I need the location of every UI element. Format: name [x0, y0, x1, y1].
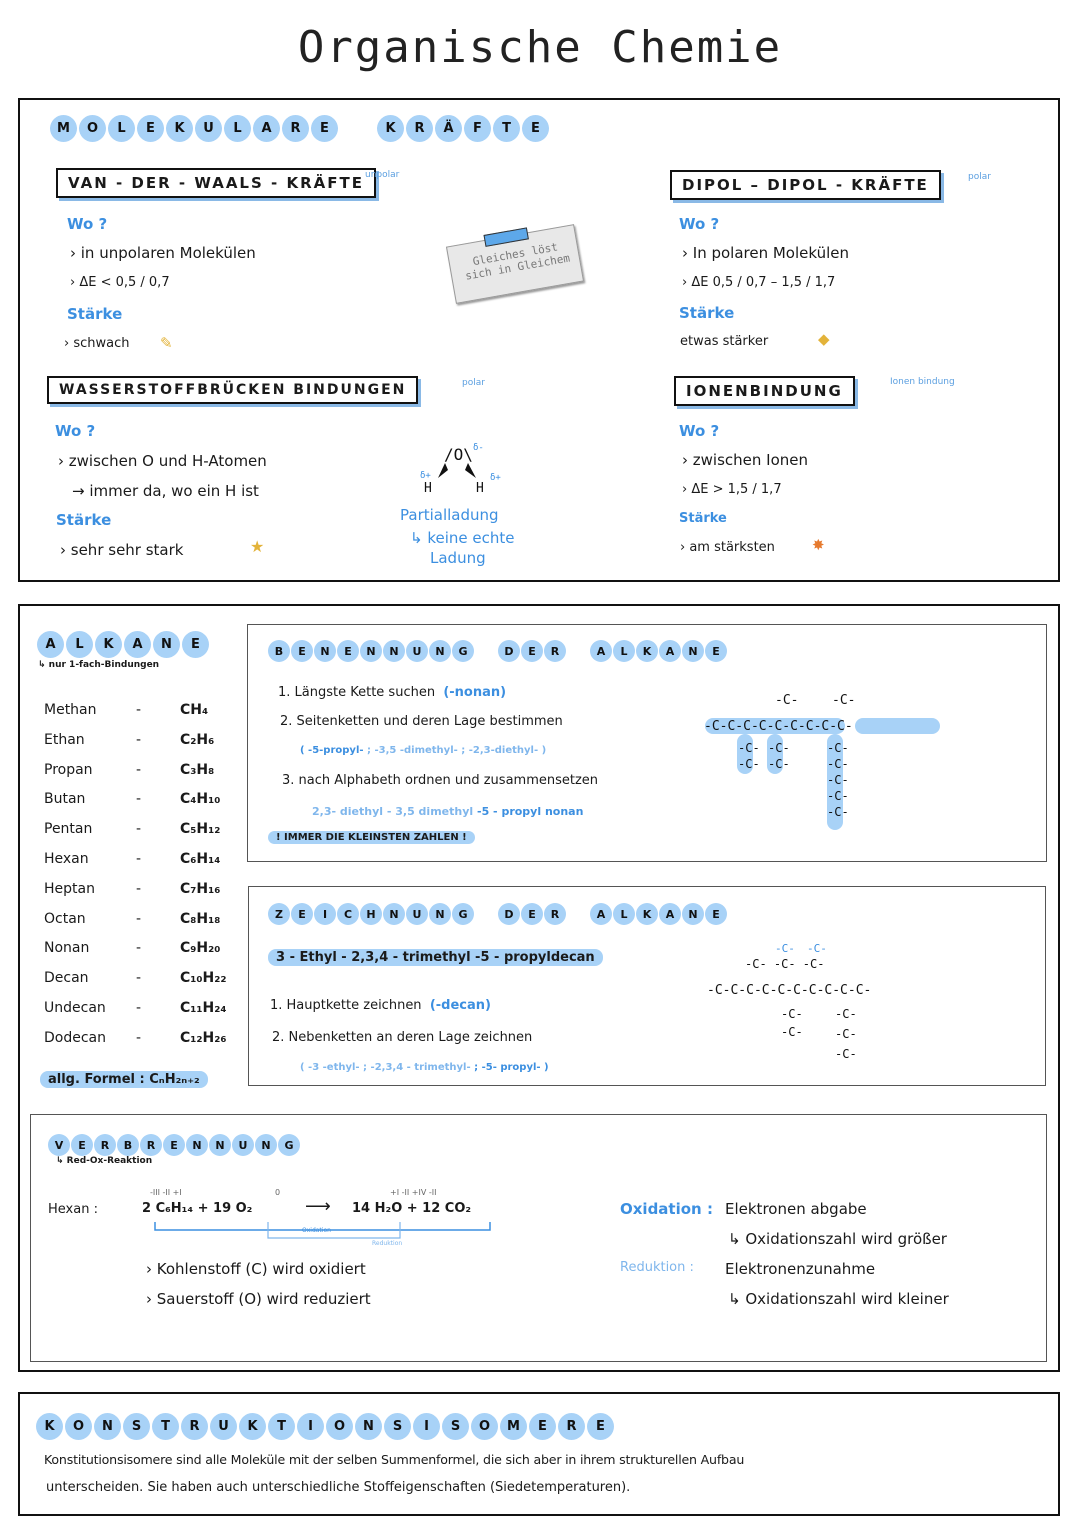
heading-letter: L — [108, 115, 135, 142]
general-formula — [40, 1072, 208, 1087]
heading-letter: N — [360, 640, 382, 662]
heading-letter: F — [464, 115, 491, 142]
alkane-name: Octan — [44, 910, 86, 927]
general-formula-label: allg. Formel : — [48, 1072, 145, 1087]
benennung-step-3: 3. nach Alphabeth ordnen und zusammensetzen — [282, 773, 599, 788]
alkane-row — [44, 881, 220, 897]
svg-text:-C-: -C- — [827, 757, 849, 771]
benennung-step-2-hint-b: ; -3,5 -dimethyl- ; -2,3-diethyl- ) — [367, 745, 547, 756]
heading-letter: A — [37, 631, 64, 658]
heading-letter: L — [66, 631, 93, 658]
heading-letter: E — [337, 640, 359, 662]
alkane-row — [44, 732, 214, 748]
heading-letter: O — [471, 1413, 498, 1440]
heading-letter: B — [117, 1134, 139, 1156]
heading-letter: E — [522, 115, 549, 142]
heading-letter: M — [500, 1413, 527, 1440]
heading-letter: U — [406, 640, 428, 662]
heading-letter: N — [209, 1134, 231, 1156]
alkane-dash: - — [136, 940, 142, 957]
handshake-icon: ◆ — [818, 330, 830, 348]
heading-letter: L — [224, 115, 251, 142]
svg-text:H: H — [424, 481, 432, 496]
ionen-wo: Wo ? — [679, 422, 720, 440]
zeichnung-step-2-hint-a: ( -3 -ethyl- ; — [300, 1062, 368, 1073]
reduktion-line-1: Elektronenzunahme — [725, 1260, 876, 1278]
alkane-formula: CH₄ — [180, 702, 209, 718]
partialladung-sub-1: ↳ keine echte — [410, 529, 515, 547]
vdw-title: VAN - DER - WAALS - KRÄFTE — [56, 168, 376, 198]
alkane-formula: C₈H₁₈ — [180, 910, 221, 927]
heading-letter: N — [153, 631, 180, 658]
oxidation-line-2: ↳ Oxidationszahl wird größer — [728, 1230, 947, 1248]
benennung-step-1-hint: (-nonan) — [443, 685, 507, 700]
heading-letter: E — [521, 903, 543, 925]
heading-letter: E — [705, 903, 727, 925]
nonan-structure-diagram — [700, 682, 950, 832]
wbb-note: polar — [462, 378, 485, 388]
svg-text:-C-: -C- — [781, 1007, 803, 1021]
zeichnung-name — [268, 950, 603, 965]
heading-letter: R — [181, 1413, 208, 1440]
heading-letter: Z — [268, 903, 290, 925]
svg-text:-C- -C- -C-: -C- -C- -C- — [745, 957, 825, 971]
alkane-dash: - — [136, 880, 142, 897]
heading-letter: H — [360, 903, 382, 925]
alkane-heading — [37, 631, 209, 658]
svg-text:-C-: -C- — [832, 693, 856, 708]
alkane-name: Ethan — [44, 731, 85, 748]
heading-letter: O — [326, 1413, 353, 1440]
wbb-line-3: › sehr sehr stark — [60, 541, 184, 559]
svg-text:-C-: -C- — [738, 741, 760, 755]
heading-letter: T — [152, 1413, 179, 1440]
weak-hand-icon: ✎ — [160, 334, 173, 352]
wbb-line-2: → immer da, wo ein H ist — [72, 482, 259, 500]
muscle-icon: ★ — [250, 537, 265, 556]
verbrennung-heading — [48, 1134, 300, 1156]
oxidation-line-1: Elektronen abgabe — [725, 1200, 867, 1218]
alkane-formula: C₄H₁₀ — [180, 791, 221, 808]
heading-letter: D — [498, 640, 520, 662]
alkane-row — [44, 1030, 227, 1046]
benennung-step-2: 2. Seitenketten und deren Lage bestimmen — [280, 714, 563, 729]
heading-letter — [475, 903, 497, 925]
heading-letter: U — [232, 1134, 254, 1156]
alkane-name: Undecan — [44, 1000, 106, 1016]
heading-letter: N — [429, 640, 451, 662]
zeichnung-step-2-hint — [300, 1062, 549, 1073]
heading-letter: S — [384, 1413, 411, 1440]
alkane-name: Butan — [44, 791, 86, 808]
zeichnung-step-2: 2. Nebenketten an deren Lage zeichnen — [272, 1030, 533, 1045]
heading-letter: R — [94, 1134, 116, 1156]
heading-letter: N — [94, 1413, 121, 1440]
zeichnung-heading — [268, 903, 727, 925]
benennung-step-2-hint — [300, 745, 546, 756]
reaction-arrow: ⟶ — [305, 1196, 331, 1217]
alkane-sub: ↳ nur 1-fach-Bindungen — [38, 660, 160, 670]
dipol-line-1: › In polaren Molekülen — [682, 244, 850, 262]
ox-numbers-mid: 0 — [275, 1188, 281, 1197]
alkane-row — [44, 762, 214, 778]
heading-letter: L — [613, 640, 635, 662]
dipol-note: polar — [968, 172, 991, 182]
heading-letter: N — [682, 903, 704, 925]
heading-letter: E — [137, 115, 164, 142]
mk-heading-2 — [377, 115, 549, 142]
verbrennung-line-1: › Kohlenstoff (C) wird oxidiert — [146, 1260, 366, 1278]
heading-letter: A — [124, 631, 151, 658]
heading-letter: K — [95, 631, 122, 658]
heading-letter: E — [182, 631, 209, 658]
heading-letter: R — [282, 115, 309, 142]
alkane-name: Dodecan — [44, 1029, 106, 1046]
heading-letter: U — [210, 1413, 237, 1440]
ionen-line-3: › am stärksten — [680, 540, 775, 555]
alkane-row — [44, 791, 220, 807]
heading-letter: N — [383, 903, 405, 925]
alkane-formula: C₉H₂₀ — [180, 940, 221, 957]
svg-text:-C-: -C- — [775, 693, 799, 708]
benennung-step-1 — [278, 685, 506, 700]
svg-text:-C-: -C- — [738, 757, 760, 771]
oxidation-label: Oxidation : — [620, 1200, 713, 1218]
heading-letter: I — [413, 1413, 440, 1440]
benennung-warning — [268, 832, 475, 843]
konstitutionsisomere-text-2: unterscheiden. Sie haben auch unterschiedliche Stoffeigenschaften (Siedetemperaturen). — [46, 1480, 631, 1495]
heading-letter: M — [50, 115, 77, 142]
alkane-formula: C₁₁H₂₄ — [180, 1000, 227, 1016]
alkane-dash: - — [136, 821, 142, 838]
alkane-name: Hexan — [44, 851, 89, 867]
vdw-staerke: Stärke — [67, 305, 123, 323]
alkane-formula: C₅H₁₂ — [180, 821, 221, 838]
reduktion-line-2: ↳ Oxidationszahl wird kleiner — [728, 1290, 949, 1308]
benennung-heading — [268, 640, 727, 662]
alkane-row — [44, 851, 220, 867]
equation-left: 2 C₆H₁₄ + 19 O₂ — [142, 1201, 253, 1216]
heading-letter: E — [71, 1134, 93, 1156]
verbrennung-sub: ↳ Red-Ox-Reaktion — [56, 1156, 153, 1166]
heading-letter: N — [186, 1134, 208, 1156]
reduktion-label: Reduktion : — [620, 1260, 694, 1275]
heading-letter: A — [659, 640, 681, 662]
heading-letter: E — [587, 1413, 614, 1440]
dipol-wo: Wo ? — [679, 215, 720, 233]
svg-text:-C-: -C- — [807, 942, 827, 955]
alkane-formula: C₇H₁₆ — [180, 880, 221, 897]
wbb-wo: Wo ? — [55, 422, 96, 440]
alkane-row — [44, 1000, 227, 1016]
ox-numbers-right: +I -II +IV -II — [390, 1188, 437, 1197]
zeichnung-step-1-hint: (-decan) — [429, 998, 491, 1013]
heading-letter: N — [429, 903, 451, 925]
alkane-name: Heptan — [44, 880, 95, 897]
alkane-row — [44, 970, 227, 986]
heading-letter: K — [166, 115, 193, 142]
sticky-text: Gleiches löst sich in Gleichem — [464, 240, 571, 283]
svg-text:-C-: -C- — [768, 757, 790, 771]
heading-letter: A — [659, 903, 681, 925]
heading-letter: O — [65, 1413, 92, 1440]
vdw-line-2: › ΔE < 0,5 / 0,7 — [70, 275, 170, 290]
heading-letter: E — [163, 1134, 185, 1156]
heading-letter: E — [705, 640, 727, 662]
decan-structure-diagram — [705, 942, 1025, 1072]
zeichnung-step-1-text: 1. Hauptkette zeichnen — [270, 998, 422, 1013]
konstitutionsisomere-text-1: Konstitutionsisomere sind alle Moleküle mit der selben Summenformel, die sich aber in ihrem strukturellen Aufbau — [44, 1452, 745, 1467]
alkane-name: Methan — [44, 702, 97, 718]
zeichnung-step-2-hint-b: -2,3,4 - trimethyl- — [370, 1062, 471, 1073]
heading-letter: N — [314, 640, 336, 662]
red-bracket-label: Reduktion — [372, 1240, 403, 1247]
alkane-row — [44, 940, 220, 956]
explosion-icon: ✸ — [812, 536, 825, 554]
verbrennung-line-2: › Sauerstoff (O) wird reduziert — [146, 1290, 371, 1308]
benennung-step-1-text: 1. Längste Kette suchen — [278, 685, 436, 700]
alkane-name: Propan — [44, 761, 93, 778]
vdw-note: unpolar — [365, 170, 400, 180]
svg-text:-C-C-C-C-C-C-C-C-C-: -C-C-C-C-C-C-C-C-C- — [704, 719, 853, 734]
dipol-line-3: etwas stärker — [680, 334, 769, 349]
heading-letter: I — [297, 1413, 324, 1440]
heading-letter: K — [36, 1413, 63, 1440]
svg-text:H: H — [476, 481, 484, 496]
partialladung-sub-2: Ladung — [430, 549, 486, 567]
alkane-row — [44, 821, 220, 837]
heading-letter: U — [406, 903, 428, 925]
benennung-step-2-hint-a: ( -5-propyl- — [300, 745, 364, 756]
heading-letter: I — [314, 903, 336, 925]
zeichnung-name-text: 3 - Ethyl - 2,3,4 - trimethyl -5 - propyldecan — [268, 949, 603, 966]
heading-letter: T — [268, 1413, 295, 1440]
heading-letter: S — [442, 1413, 469, 1440]
heading-letter: R — [544, 640, 566, 662]
ionen-line-1: › zwischen Ionen — [682, 451, 808, 469]
heading-letter: K — [636, 903, 658, 925]
partialladung-label: Partialladung — [400, 506, 499, 524]
alkane-formula: C₃H₈ — [180, 761, 215, 778]
wbb-title: WASSERSTOFFBRÜCKEN BINDUNGEN — [47, 376, 418, 404]
svg-text:-C-C-C-C-C-C-C-C-C-C-: -C-C-C-C-C-C-C-C-C-C- — [707, 983, 872, 998]
svg-text:/O\: /O\ — [444, 445, 473, 464]
vdw-wo: Wo ? — [67, 215, 108, 233]
svg-text:-C-: -C- — [775, 942, 795, 955]
heading-letter: D — [498, 903, 520, 925]
heading-letter: E — [521, 640, 543, 662]
mk-heading-1 — [50, 115, 338, 142]
svg-text:δ+: δ+ — [420, 471, 431, 481]
alkane-formula: C₁₂H₂₆ — [180, 1029, 227, 1046]
heading-letter: K — [239, 1413, 266, 1440]
ionen-line-2: › ΔE > 1,5 / 1,7 — [682, 482, 782, 497]
heading-letter: Ä — [435, 115, 462, 142]
heading-letter: N — [383, 640, 405, 662]
heading-letter: A — [253, 115, 280, 142]
heading-letter — [567, 640, 589, 662]
svg-text:-C-: -C- — [827, 789, 849, 803]
heading-letter: C — [337, 903, 359, 925]
heading-letter: E — [529, 1413, 556, 1440]
heading-letter: E — [311, 115, 338, 142]
heading-letter: N — [255, 1134, 277, 1156]
general-formula-value: CₙH₂ₙ₊₂ — [149, 1072, 200, 1087]
equation-right: 14 H₂O + 12 CO₂ — [352, 1201, 472, 1216]
alkane-formula: C₆H₁₄ — [180, 851, 221, 867]
dipol-title: DIPOL – DIPOL - KRÄFTE — [670, 170, 941, 200]
heading-letter: O — [79, 115, 106, 142]
water-molecule-diagram — [410, 438, 510, 498]
heading-letter: K — [377, 115, 404, 142]
wbb-staerke: Stärke — [56, 511, 112, 529]
alkane-dash: - — [136, 1029, 142, 1046]
ionen-note: Ionen bindung — [890, 377, 955, 387]
heading-letter: U — [195, 115, 222, 142]
svg-text:-C-: -C- — [781, 1025, 803, 1039]
alkane-formula: C₂H₆ — [180, 731, 215, 748]
ionen-staerke: Stärke — [679, 511, 727, 526]
heading-letter: R — [406, 115, 433, 142]
heading-letter: A — [590, 640, 612, 662]
alkane-row — [44, 911, 220, 927]
heading-letter — [475, 640, 497, 662]
vdw-line-3: › schwach — [64, 336, 130, 351]
zeichnung-step-1 — [270, 998, 491, 1013]
alkane-formula: C₁₀H₂₂ — [180, 970, 227, 987]
benennung-step-3-hint — [312, 805, 583, 818]
alkane-name: Decan — [44, 970, 89, 987]
alkane-name: Nonan — [44, 940, 90, 957]
alkane-row — [44, 702, 208, 718]
svg-text:-C-: -C- — [768, 741, 790, 755]
alkane-dash: - — [136, 731, 142, 748]
ox-numbers-left: -III -II +I — [150, 1188, 182, 1197]
heading-letter: K — [636, 640, 658, 662]
alkane-name: Pentan — [44, 821, 93, 838]
heading-letter: B — [268, 640, 290, 662]
svg-text:-C-: -C- — [835, 1047, 857, 1061]
alkane-dash: - — [136, 970, 142, 987]
benennung-warning-text: ! IMMER DIE KLEINSTEN ZAHLEN ! — [268, 831, 475, 844]
page-title: Organische Chemie — [297, 22, 783, 73]
heading-letter: S — [123, 1413, 150, 1440]
heading-letter: R — [558, 1413, 585, 1440]
heading-letter: E — [291, 903, 313, 925]
konstitutionsisomere-heading — [36, 1413, 614, 1440]
alkane-dash: - — [136, 791, 142, 808]
ionen-title: IONENBINDUNG — [674, 376, 855, 406]
heading-letter: R — [140, 1134, 162, 1156]
hexan-label: Hexan : — [48, 1202, 98, 1217]
heading-letter: G — [452, 640, 474, 662]
svg-text:-C-: -C- — [827, 741, 849, 755]
heading-letter: E — [291, 640, 313, 662]
svg-text:-C-: -C- — [827, 805, 849, 819]
svg-text:-C-: -C- — [835, 1007, 857, 1021]
heading-letter: T — [493, 115, 520, 142]
svg-text:-C-: -C- — [827, 773, 849, 787]
heading-letter: N — [682, 640, 704, 662]
alkane-dash: - — [136, 702, 142, 718]
heading-letter: R — [544, 903, 566, 925]
heading-letter: V — [48, 1134, 70, 1156]
ox-bracket-label: Oxidation — [302, 1227, 331, 1234]
svg-text:δ+: δ+ — [490, 473, 501, 483]
svg-text:δ-: δ- — [473, 443, 484, 453]
heading-letter: G — [278, 1134, 300, 1156]
heading-letter — [567, 903, 589, 925]
benennung-step-3-hint-a: 2,3- diethyl - 3,5 dimethyl — [312, 805, 474, 818]
heading-letter: L — [613, 903, 635, 925]
zeichnung-step-2-hint-c: ; -5- propyl- ) — [474, 1062, 549, 1073]
alkane-dash: - — [136, 1000, 142, 1016]
wbb-line-1: › zwischen O und H-Atomen — [58, 452, 267, 470]
vdw-line-1: › in unpolaren Molekülen — [70, 244, 256, 262]
benennung-step-3-hint-b: -5 - propyl nonan — [477, 805, 584, 818]
heading-letter: G — [452, 903, 474, 925]
heading-letter: A — [590, 903, 612, 925]
alkane-dash: - — [136, 761, 142, 778]
alkane-dash: - — [136, 851, 142, 867]
dipol-staerke: Stärke — [679, 304, 735, 322]
heading-letter: N — [355, 1413, 382, 1440]
dipol-line-2: › ΔE 0,5 / 0,7 – 1,5 / 1,7 — [682, 275, 836, 290]
alkane-dash: - — [136, 910, 142, 927]
svg-text:-C-: -C- — [835, 1027, 857, 1041]
